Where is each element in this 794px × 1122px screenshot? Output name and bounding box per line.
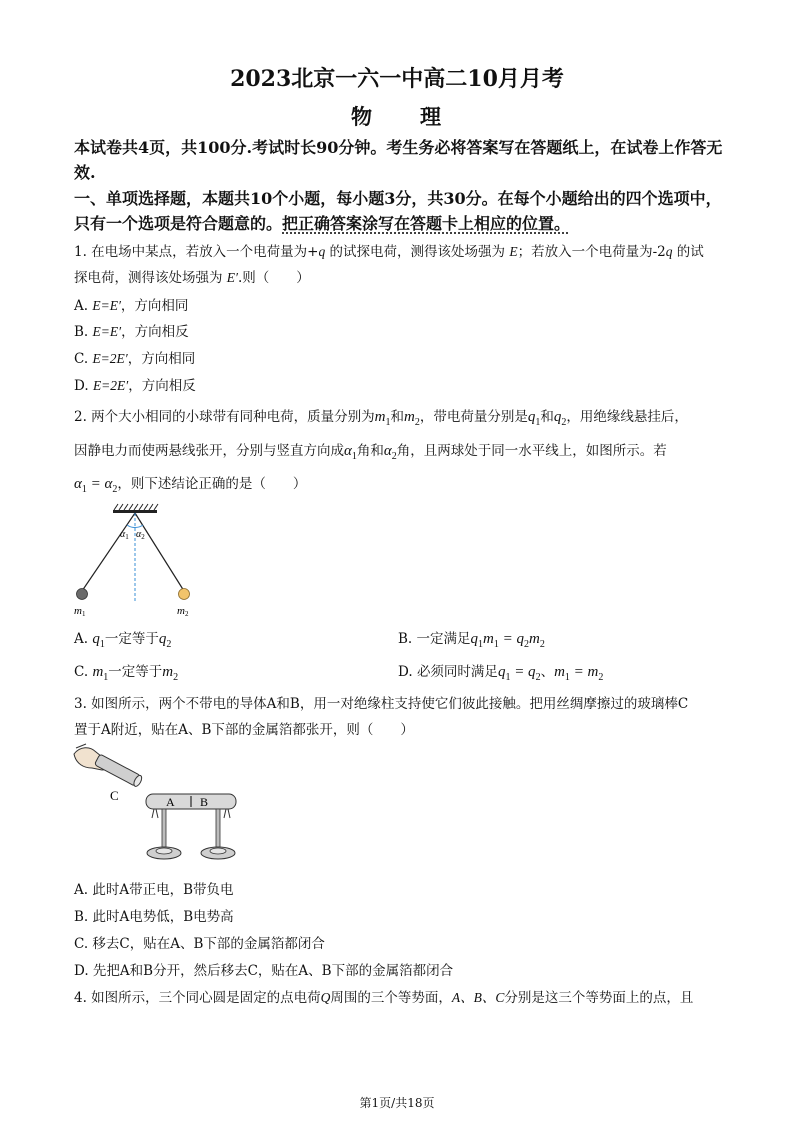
section-1-text: 只有一个选项是符合题意的。 xyxy=(74,214,283,233)
q1-option-c[interactable] xyxy=(74,347,734,367)
q1-text-d: 的试 xyxy=(672,244,704,260)
option-text: ，方向相同 xyxy=(120,298,189,314)
q1-option-d[interactable] xyxy=(74,374,734,394)
q1-text-e: 探电荷，测得该处场强为 xyxy=(74,270,227,286)
q2-alpha1: $\alpha_1$ xyxy=(344,443,357,462)
q2-option-c[interactable] xyxy=(74,660,394,683)
right-string xyxy=(135,513,184,591)
q2-line-1 xyxy=(74,405,734,428)
q3-option-b[interactable]: B. 此时A电势低，B电势高 xyxy=(74,909,234,925)
q4-abc-var: A、B、C xyxy=(451,990,505,1005)
m1-label: m1 xyxy=(74,605,86,618)
q3-line-1: 3. 如图所示，两个不带电的导体A和B，用一对绝缘柱支持使它们彼此接触。把用丝绸摩擦过的玻璃棒C xyxy=(74,696,689,712)
section-1-line-1: 一、单项选择题，本题共10个小题，每小题3分，共30分。在每个小题给出的四个选项中， xyxy=(74,189,722,208)
ceiling-bar xyxy=(113,510,157,513)
option-expr: E=2E′ xyxy=(92,351,128,366)
option-label: C. xyxy=(74,664,93,680)
q2-a-q2: $q_2$ xyxy=(158,631,172,650)
option-text: 一定等于 xyxy=(108,664,163,680)
conductor-b-label: B xyxy=(200,795,209,809)
q2-text-i: ，则下述结论正确的是（ ） xyxy=(117,476,307,492)
option-label: A. xyxy=(74,631,93,647)
ball-m1 xyxy=(77,589,88,600)
q4-line-1 xyxy=(74,986,734,1006)
q2-text-b: 和 xyxy=(390,409,405,425)
q2-condition: $\alpha_1 = \alpha_2$ xyxy=(74,476,118,495)
option-text: ，方向相反 xyxy=(121,324,189,340)
option-text: ，方向相反 xyxy=(128,378,196,394)
q2-m2: $m_2$ xyxy=(404,409,420,428)
q2-d-expr: $q_1 = q_2$ xyxy=(497,664,541,683)
ball-m2 xyxy=(179,589,190,600)
q2-text-h: 角，且两球处于同一水平线上，如图所示。若 xyxy=(396,443,667,459)
q2-q1: $q_1$ xyxy=(527,409,541,428)
q3-option-c[interactable]: C. 移去C，贴在A、B下部的金属箔都闭合 xyxy=(74,936,325,952)
exam-title: 2023北京一六一中高二10月月考 xyxy=(230,66,564,92)
q2-option-b[interactable] xyxy=(398,627,545,650)
stand-right-base-top xyxy=(210,848,226,854)
q2-text-f: 因静电力而使两悬线张开，分别与竖直方向成 xyxy=(74,443,344,459)
q3-option-a[interactable]: A. 此时A带正电，B带负电 xyxy=(74,882,234,898)
q1-text-f: .则（ ） xyxy=(238,270,310,286)
option-text: 一定满足 xyxy=(416,631,471,647)
q2-q2: $q_2$ xyxy=(553,409,567,428)
stand-right-post xyxy=(216,809,220,849)
q2-alpha2: $\alpha_2$ xyxy=(383,443,397,462)
q1-text-c: ；若放入一个电荷量为-2 xyxy=(517,244,666,260)
q2-c-m1: $m_1$ xyxy=(92,664,109,683)
q2-option-d[interactable]: D. 必须同时满足$q_1 = q_2$、$m_1 = m_2$ xyxy=(398,664,604,683)
q2-a-q1: $q_1$ xyxy=(92,631,105,650)
option-label: D. xyxy=(74,378,93,394)
section-1-line-2 xyxy=(74,211,734,234)
q1-text-b: 的试探电荷，测得该处场强为 xyxy=(325,244,510,260)
q3-figure-conductors xyxy=(66,742,256,868)
q1-line-2 xyxy=(74,266,734,286)
q2-line-2 xyxy=(74,439,734,462)
option-label: B. xyxy=(74,324,93,340)
option-expr: E=E′ xyxy=(92,324,122,339)
q4-q-var: Q xyxy=(320,990,331,1005)
q4-text-c: 分别是这三个等势面上的点，且 xyxy=(504,990,694,1006)
q1-option-b[interactable] xyxy=(74,320,734,340)
q2-line-3 xyxy=(74,472,734,495)
m2-label: m2 xyxy=(177,605,189,618)
stand-left-post xyxy=(162,809,166,849)
page-footer: 第1页/共18页 xyxy=(359,1096,435,1110)
q1-option-a[interactable] xyxy=(74,294,734,314)
intro-line-2: 效. xyxy=(74,163,96,182)
q2-option-a[interactable] xyxy=(74,627,394,650)
option-label: C. xyxy=(74,351,93,367)
q3-line-2: 置于A附近，贴在A、B下部的金属箔都张开，则（ ） xyxy=(74,722,414,738)
q1-ep-var: E′ xyxy=(226,270,238,285)
q2-d-expr-2: $m_1 = m_2$ xyxy=(554,664,604,683)
option-expr: E=E′ xyxy=(92,298,121,313)
section-1-emphasis: 把正确答案涂写在答题卡上相应的位置。 xyxy=(282,214,571,233)
q1-text-a: 1. 在电场中某点，若放入一个电荷量为+ xyxy=(74,244,319,260)
q2-text-d: 和 xyxy=(540,409,554,425)
option-label: A. xyxy=(74,298,93,314)
q2-c-m2: $m_2$ xyxy=(162,664,179,683)
rod-label-c: C xyxy=(110,788,119,803)
q2-text-c: ，带电荷量分别是 xyxy=(419,409,528,425)
alpha2-label: $\alpha_2$ xyxy=(136,529,145,541)
q2-text-g: 角和 xyxy=(356,443,384,459)
alpha1-label: $\alpha_1$ xyxy=(120,529,129,541)
ceiling-hatch xyxy=(114,504,158,510)
left-string xyxy=(82,513,135,591)
q1-e-var: E xyxy=(509,244,518,259)
option-text: 必须同时满足 xyxy=(416,664,498,680)
intro-line-1: 本试卷共4页，共100分.考试时长90分钟。考生务必将答案写在答题纸上，在试卷上作答无 xyxy=(74,138,723,157)
conductor-a-label: A xyxy=(166,795,175,809)
q1-q-var: q xyxy=(318,244,326,259)
q2-text-a: 2. 两个大小相同的小球带有同种电荷，质量分别为 xyxy=(74,409,375,425)
q2-text-e: ，用绝缘线悬挂后， xyxy=(566,409,688,425)
q2-m1: $m_1$ xyxy=(374,409,391,428)
subject-title: 物 理 xyxy=(351,104,443,129)
q3-option-d[interactable]: D. 先把A和B分开，然后移去C，贴在A、B下部的金属箔都闭合 xyxy=(74,963,454,979)
option-expr: E=2E′ xyxy=(92,378,129,393)
option-label: D. xyxy=(398,664,417,680)
foil-b xyxy=(224,809,230,818)
option-text: 一定等于 xyxy=(104,631,159,647)
option-label: B. xyxy=(398,631,417,647)
glass-rod xyxy=(94,754,143,788)
stand-left-base-top xyxy=(156,848,172,854)
q4-text-b: 周围的三个等势面， xyxy=(330,990,452,1006)
q1-line-1 xyxy=(74,240,734,260)
q2-figure-pendulum xyxy=(66,503,206,621)
option-text: ，方向相同 xyxy=(127,351,196,367)
q1-q-var-2: q xyxy=(665,244,673,259)
foil-a xyxy=(152,809,158,818)
q4-text-a: 4. 如图所示，三个同心圆是固定的点电荷 xyxy=(74,990,321,1006)
q2-b-expr: $q_1m_1 = q_2m_2$ xyxy=(470,631,545,650)
